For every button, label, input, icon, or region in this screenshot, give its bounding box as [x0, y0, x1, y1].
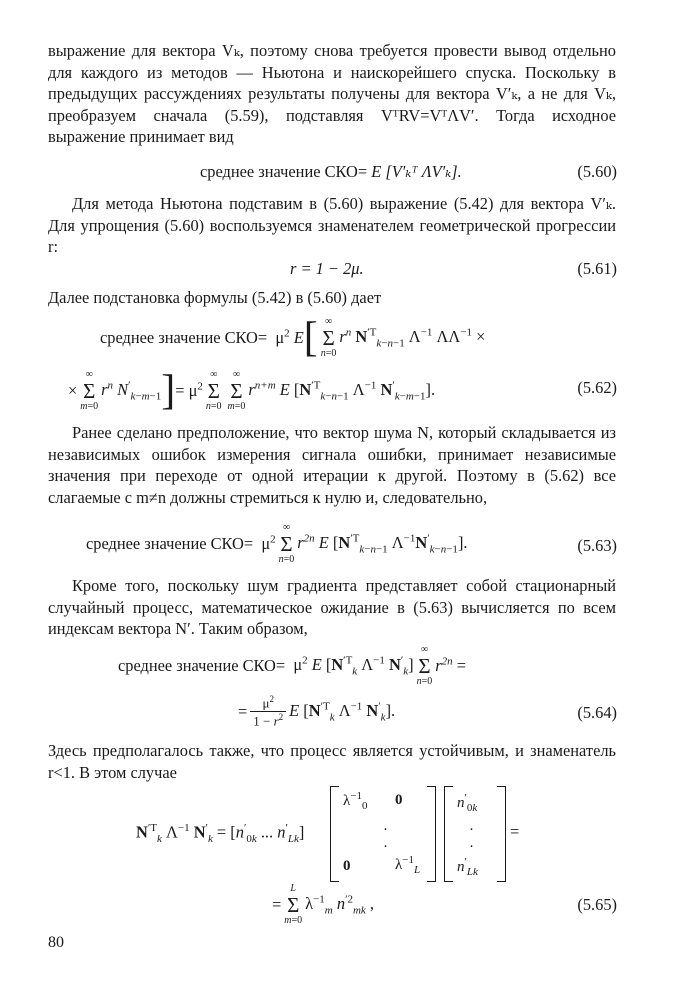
eq-5-65-equals: =: [510, 822, 520, 841]
equation-5-62-line2: × ∞ Σ m=0 $r^n$ $N'_{k-m-1}]= \mu^2$ ∞ Σ n=0 ∞ Σ m=0 $r^{n+m}$ E [$N^{'T}_{k-n-1}$ $\Lambda^{-1}$ $N'_{k-m-1}$].: [68, 368, 436, 414]
eq-5-65-number: (5.65): [577, 895, 617, 914]
eq-5-64-number: (5.64): [577, 703, 617, 722]
eq-5-61-number: (5.61): [577, 259, 617, 278]
equation-5-65-line2: = L Σ m=0 $\lambda^{-1}_m$ $n^{'2}_{mk}$ ,: [272, 883, 374, 926]
equation-5-60: [200, 162, 462, 182]
equation-5-64-line1: среднее значение $СКО= \mu^2$ E [$N^{'T}_k$ $\Lambda^{-1}$ $N'_k$] ∞ Σ n=0 $r^{2n}$ =: [118, 644, 466, 687]
noise-column-vector: $n'_{0k}$ · · $n'_{Lk}$: [444, 786, 506, 882]
paragraph-4: Ранее сделано предположение, что вектор шума N, который складывается из независимых ошибок измерения сигнала ошибки, принимает независимые значения при переходе от одной итерации к другой. Поэтому в (5.62) все слагаемые с m≠n должны стремиться к нулю и, следовательно,: [48, 423, 616, 507]
eq-5-63-lhs: среднее значение СКО=: [86, 534, 254, 553]
eq-5-61-body: r = 1 − 2μ.: [290, 259, 364, 278]
paragraph-5: Кроме того, поскольку шум градиента представляет собой стационарный случайный процесс, математическое ожидание в (5.63) вычисляется по всем индексам вектора N′. Таким образом,: [48, 576, 616, 638]
eq-5-64-lhs: среднее значение СКО=: [118, 656, 286, 675]
eq-5-60-rhs: E [V′ₖᵀ ΛV′ₖ].: [371, 162, 462, 181]
equation-5-62-line1: среднее значение $СКО= \mu^2$ E[ ∞ Σ n=0 $r^n$ $N^{'T}_{k-n-1}$ $\Lambda^{-1}$ $\Lambda\Lambda^{-1}$ ×: [100, 315, 486, 361]
paragraph-2: Для метода Ньютона подставим в (5.60) выражение (5.42) для вектора V′ₖ. Для упрощения (5.60) воспользуемся знаменателем геометрической прогрессии r:: [48, 194, 616, 256]
eq-5-60-lhs: среднее значение СКО=: [200, 162, 368, 181]
page-number: 80: [48, 934, 64, 951]
lambda-inverse-matrix: $\lambda^{-1}_0$ 0 · · 0 $\lambda^{-1}_L$: [330, 786, 436, 882]
eq-5-63-number: (5.63): [577, 536, 617, 555]
equation-5-64-line2: = $\frac{\mu^2}{1 - r^2}$ E [$N^{'T}_k$ $\Lambda^{-1}$ $N'_k$].: [238, 694, 396, 729]
equation-5-63: среднее значение $СКО= \mu^2$ ∞ Σ n=0 $r^{2n}$ E [$N^{'T}_{k-n-1}$ $\Lambda^{-1}N'_{k-n-1}$].: [86, 522, 468, 565]
equation-5-65-lhs: $N^{'T}_k$ $\Lambda^{-1}$ $N'_k = [n'_{0k}$ ... $n'_{Lk}$]: [136, 822, 305, 845]
paragraph-1: выражение для вектора Vₖ, поэтому снова требуется провести вывод отдельно для каждого из методов — Ньютона и наискорейшего спуска. Поскольку в предыдущих рассуждениях результаты получены для вектора V′ₖ, а не для Vₖ, преобразуем сначала (5.59), подставляя VᵀRV=VᵀΛV′. Тогда исходное выражение принимает вид: [48, 41, 616, 146]
equation-5-61: [290, 259, 364, 279]
paragraph-6: Здесь предполагалось также, что процесс является устойчивым, и знаменатель r<1. В этом случае: [48, 741, 616, 782]
eq-5-60-number: (5.60): [577, 162, 617, 181]
eq-5-62-lhs: среднее значение СКО=: [100, 328, 268, 347]
eq-5-62-number: (5.62): [577, 378, 617, 397]
paragraph-3: Далее подстановка формулы (5.42) в (5.60) дает: [48, 288, 382, 307]
